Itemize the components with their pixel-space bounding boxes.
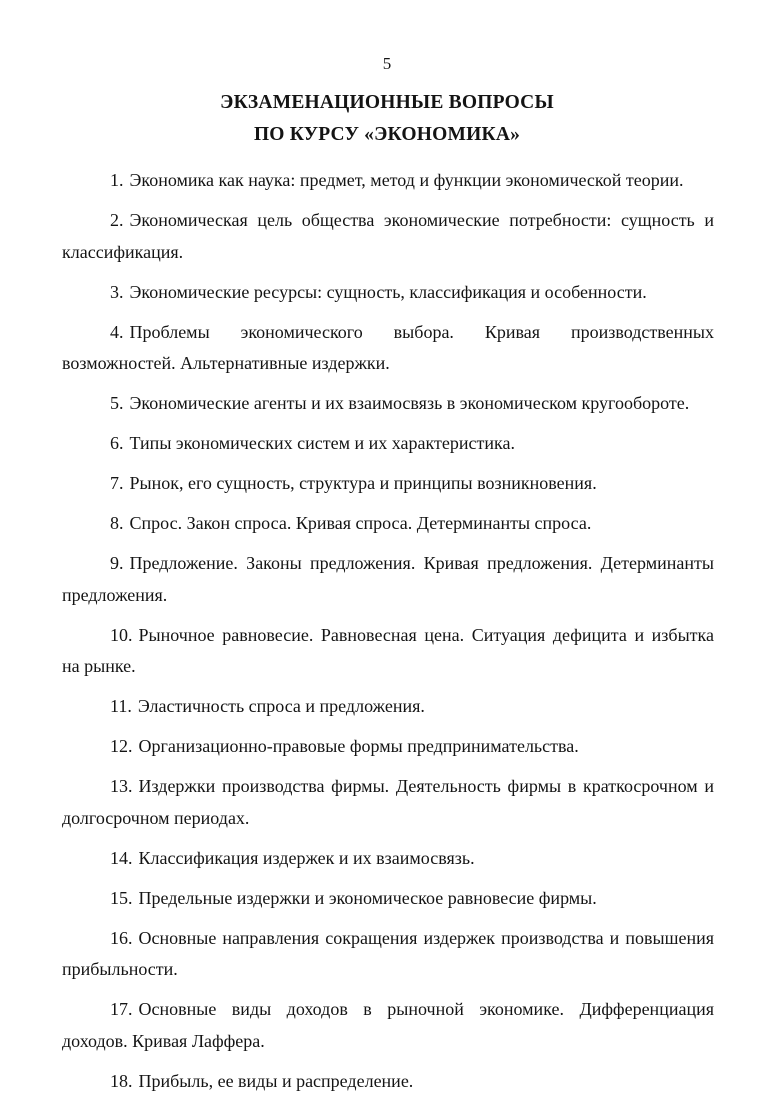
question-number: 11.: [110, 696, 132, 716]
question-item: [62, 771, 714, 834]
question-item: [62, 508, 714, 540]
question-item: [62, 468, 714, 500]
question-text: Прибыль, ее виды и распределение.: [138, 1070, 414, 1091]
question-item: [62, 843, 714, 875]
question-text: Классификация издержек и их взаимосвязь.: [138, 847, 475, 868]
question-number: 9.: [110, 553, 124, 573]
question-text: Экономические ресурсы: сущность, классификация и особенности.: [129, 281, 647, 302]
question-number: 15.: [110, 887, 133, 908]
question-number: 7.: [110, 473, 124, 493]
question-item: [62, 731, 714, 763]
question-number: 2.: [110, 210, 124, 230]
question-text: Типы экономических систем и их характеристика.: [129, 433, 515, 453]
question-item: [62, 165, 714, 197]
page-number: 5: [382, 54, 392, 73]
question-text: Экономические агенты и их взаимосвязь в экономическом кругообороте.: [129, 393, 690, 413]
question-number: 10.: [110, 624, 133, 645]
question-text: Основные виды доходов в рыночной экономике. Дифференциация доходов. Кривая Лаффера.: [62, 999, 714, 1051]
question-number: 6.: [110, 433, 124, 453]
question-text: Издержки производства фирмы. Деятельность фирмы в краткосрочном и долгосрочном периодах.: [62, 776, 714, 828]
question-text: Предельные издержки и экономическое равновесие фирмы.: [138, 887, 597, 908]
question-number: 18.: [110, 1070, 133, 1091]
question-item: [62, 205, 714, 268]
question-item: [62, 923, 714, 986]
page-title-line-1: ЭКЗАМЕНАЦИОННЫЕ ВОПРОСЫ: [220, 92, 554, 113]
question-number: 14.: [110, 847, 133, 868]
question-text: Организационно-правовые формы предпринимательства.: [138, 736, 579, 756]
question-text: Рынок, его сущность, структура и принципы возникновения.: [129, 473, 597, 493]
question-number: 17.: [110, 999, 133, 1019]
question-text: Предложение. Законы предложения. Кривая предложения. Детерминанты предложения.: [62, 553, 714, 605]
question-number: 3.: [110, 281, 124, 302]
question-number: 4.: [110, 321, 124, 342]
question-item: [62, 620, 714, 683]
question-item: [62, 317, 714, 380]
question-number: 8.: [110, 513, 124, 533]
question-text: Проблемы экономического выбора. Кривая производственных возможностей. Альтернативные издержки.: [62, 321, 714, 373]
question-item: [62, 691, 714, 723]
question-text: Рыночное равновесие. Равновесная цена. Ситуация дефицита и избытка на рынке.: [62, 624, 714, 676]
question-item: [62, 1066, 714, 1098]
question-text: Эластичность спроса и предложения.: [137, 696, 425, 716]
question-text: Экономическая цель общества экономические потребности: сущность и классификация.: [62, 210, 714, 262]
question-text: Основные направления сокращения издержек производства и повышения прибыльности.: [62, 927, 714, 979]
question-list: [62, 165, 714, 1106]
question-item: [62, 994, 714, 1057]
question-text: Экономика как наука: предмет, метод и функции экономической теории.: [129, 170, 684, 190]
question-number: 12.: [110, 736, 133, 756]
question-number: 5.: [110, 393, 124, 413]
question-text: Спрос. Закон спроса. Кривая спроса. Детерминанты спроса.: [129, 513, 592, 533]
question-item: [62, 548, 714, 611]
question-item: [62, 428, 714, 460]
page-title-line-2: ПО КУРСУ «ЭКОНОМИКА»: [253, 124, 521, 145]
question-number: 13.: [110, 776, 133, 796]
question-item: [62, 277, 714, 309]
question-item: [62, 388, 714, 420]
question-number: 1.: [110, 170, 124, 190]
question-item: [62, 883, 714, 915]
question-number: 16.: [110, 927, 133, 948]
